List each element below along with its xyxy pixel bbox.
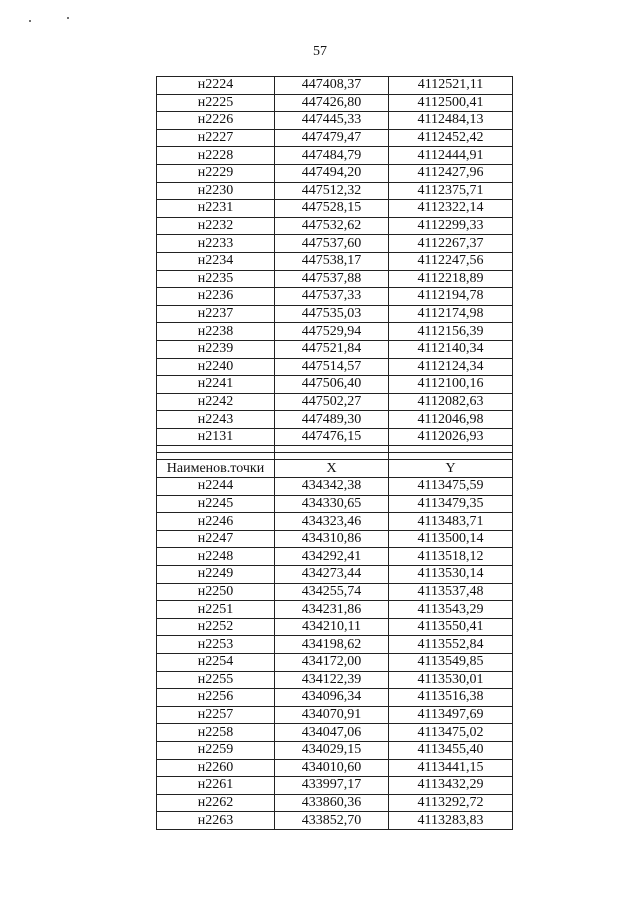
y-coordinate-cell: 4113518,12: [389, 548, 513, 566]
point-name-cell: н2255: [157, 671, 275, 689]
y-coordinate-cell: 4112082,63: [389, 393, 513, 411]
point-name-cell: н2234: [157, 252, 275, 270]
table-row: [157, 671, 513, 689]
x-coordinate-cell: 434231,86: [275, 601, 389, 619]
table-row: [157, 376, 513, 394]
x-coordinate-cell: 434342,38: [275, 478, 389, 496]
table-row: [157, 583, 513, 601]
x-coordinate-cell: 447535,03: [275, 305, 389, 323]
table-row: [157, 566, 513, 584]
point-name-cell: н2261: [157, 777, 275, 795]
table-row: [157, 147, 513, 165]
x-coordinate-cell: 434029,15: [275, 741, 389, 759]
x-coordinate-cell: 433852,70: [275, 812, 389, 830]
point-name-cell: н2237: [157, 305, 275, 323]
point-name-cell: н2242: [157, 393, 275, 411]
x-coordinate-cell: 447506,40: [275, 376, 389, 394]
empty-cell: [275, 446, 389, 453]
table-row: [157, 200, 513, 218]
point-name-cell: н2236: [157, 288, 275, 306]
table-row: [157, 428, 513, 446]
table-row: [157, 689, 513, 707]
y-coordinate-cell: 4112194,78: [389, 288, 513, 306]
point-name-cell: н2233: [157, 235, 275, 253]
x-coordinate-cell: 447521,84: [275, 340, 389, 358]
point-name-cell: н2260: [157, 759, 275, 777]
x-coordinate-cell: 447489,30: [275, 411, 389, 429]
point-name-cell: н2232: [157, 217, 275, 235]
point-name-cell: н2258: [157, 724, 275, 742]
table-row: [157, 77, 513, 95]
table-row: [157, 340, 513, 358]
y-coordinate-cell: 4112521,11: [389, 77, 513, 95]
x-coordinate-cell: 447537,88: [275, 270, 389, 288]
table-row: [157, 759, 513, 777]
y-coordinate-cell: 4113497,69: [389, 706, 513, 724]
table-row: [157, 618, 513, 636]
point-name-cell: н2226: [157, 112, 275, 130]
y-coordinate-cell: 4113537,48: [389, 583, 513, 601]
table-row: [157, 323, 513, 341]
table-row: [157, 794, 513, 812]
y-coordinate-cell: 4112427,96: [389, 164, 513, 182]
empty-cell: [389, 453, 513, 460]
table-row: [157, 812, 513, 830]
point-name-cell: н2224: [157, 77, 275, 95]
point-name-cell: н2235: [157, 270, 275, 288]
point-name-cell: н2262: [157, 794, 275, 812]
y-coordinate-cell: 4113432,29: [389, 777, 513, 795]
x-coordinate-cell: 434255,74: [275, 583, 389, 601]
empty-cell: [389, 446, 513, 453]
y-coordinate-cell: 4112046,98: [389, 411, 513, 429]
point-name-cell: н2227: [157, 129, 275, 147]
x-coordinate-cell: 447537,33: [275, 288, 389, 306]
x-coordinate-cell: 447476,15: [275, 428, 389, 446]
table-row: [157, 94, 513, 112]
x-coordinate-cell: 434330,65: [275, 495, 389, 513]
point-name-cell: Наименов.точки: [157, 460, 275, 478]
table-row: [157, 636, 513, 654]
table-row: [157, 235, 513, 253]
table-row: [157, 513, 513, 531]
point-name-cell: н2250: [157, 583, 275, 601]
point-name-cell: н2257: [157, 706, 275, 724]
table-row: [157, 601, 513, 619]
y-coordinate-cell: 4112124,34: [389, 358, 513, 376]
point-name-cell: н2230: [157, 182, 275, 200]
x-coordinate-cell: 447514,57: [275, 358, 389, 376]
y-coordinate-cell: 4112247,56: [389, 252, 513, 270]
table-row: [157, 358, 513, 376]
x-coordinate-cell: 434172,00: [275, 654, 389, 672]
y-coordinate-cell: 4113475,02: [389, 724, 513, 742]
y-coordinate-cell: 4112452,42: [389, 129, 513, 147]
empty-cell: [157, 446, 275, 453]
table-row: [157, 217, 513, 235]
y-coordinate-cell: 4112299,33: [389, 217, 513, 235]
table-row: [157, 478, 513, 496]
y-coordinate-cell: 4112484,13: [389, 112, 513, 130]
y-coordinate-cell: 4113500,14: [389, 530, 513, 548]
x-coordinate-cell: 434273,44: [275, 566, 389, 584]
point-name-cell: н2231: [157, 200, 275, 218]
point-name-cell: н2241: [157, 376, 275, 394]
x-coordinate-cell: 447408,37: [275, 77, 389, 95]
y-coordinate-cell: 4113283,83: [389, 812, 513, 830]
point-name-cell: н2229: [157, 164, 275, 182]
table-row: [157, 270, 513, 288]
y-coordinate-cell: 4113543,29: [389, 601, 513, 619]
y-coordinate-cell: 4113516,38: [389, 689, 513, 707]
y-coordinate-cell: 4113292,72: [389, 794, 513, 812]
x-coordinate-cell: 434323,46: [275, 513, 389, 531]
spacer-row: [157, 446, 513, 453]
scan-speck: [67, 17, 69, 19]
x-coordinate-cell: 447537,60: [275, 235, 389, 253]
table-row: [157, 182, 513, 200]
point-name-cell: н2248: [157, 548, 275, 566]
point-name-cell: н2225: [157, 94, 275, 112]
point-name-cell: н2247: [157, 530, 275, 548]
point-name-cell: н2251: [157, 601, 275, 619]
table-row: [157, 548, 513, 566]
y-coordinate-cell: 4112140,34: [389, 340, 513, 358]
y-coordinate-cell: 4112500,41: [389, 94, 513, 112]
table-row: [157, 411, 513, 429]
table-row: [157, 706, 513, 724]
point-name-cell: н2228: [157, 147, 275, 165]
coordinates-table: [156, 76, 513, 830]
y-coordinate-cell: 4113530,01: [389, 671, 513, 689]
x-coordinate-cell: 447494,20: [275, 164, 389, 182]
x-coordinate-cell: 434292,41: [275, 548, 389, 566]
x-coordinate-cell: 434010,60: [275, 759, 389, 777]
y-coordinate-cell: 4112218,89: [389, 270, 513, 288]
table-row: [157, 129, 513, 147]
point-name-cell: н2254: [157, 654, 275, 672]
y-coordinate-cell: 4113483,71: [389, 513, 513, 531]
table-row: [157, 495, 513, 513]
y-coordinate-cell: 4113479,35: [389, 495, 513, 513]
y-coordinate-cell: 4113530,14: [389, 566, 513, 584]
point-name-cell: н2239: [157, 340, 275, 358]
point-name-cell: н2243: [157, 411, 275, 429]
y-coordinate-cell: 4113455,40: [389, 741, 513, 759]
y-coordinate-cell: 4112026,93: [389, 428, 513, 446]
table-header-row: [157, 460, 513, 478]
table-row: [157, 288, 513, 306]
x-coordinate-cell: 447512,32: [275, 182, 389, 200]
y-coordinate-cell: Y: [389, 460, 513, 478]
y-coordinate-cell: 4113475,59: [389, 478, 513, 496]
x-coordinate-cell: 434070,91: [275, 706, 389, 724]
point-name-cell: н2249: [157, 566, 275, 584]
x-coordinate-cell: 433860,36: [275, 794, 389, 812]
y-coordinate-cell: 4112322,14: [389, 200, 513, 218]
x-coordinate-cell: 447479,47: [275, 129, 389, 147]
x-coordinate-cell: 447484,79: [275, 147, 389, 165]
table-row: [157, 777, 513, 795]
x-coordinate-cell: 447502,27: [275, 393, 389, 411]
spacer-row: [157, 453, 513, 460]
table-row: [157, 305, 513, 323]
y-coordinate-cell: 4112267,37: [389, 235, 513, 253]
y-coordinate-cell: 4112174,98: [389, 305, 513, 323]
y-coordinate-cell: 4113549,85: [389, 654, 513, 672]
y-coordinate-cell: 4113550,41: [389, 618, 513, 636]
scan-speck: [29, 20, 31, 22]
point-name-cell: н2245: [157, 495, 275, 513]
x-coordinate-cell: 434310,86: [275, 530, 389, 548]
page-number: 57: [313, 44, 327, 59]
table-row: [157, 393, 513, 411]
point-name-cell: н2238: [157, 323, 275, 341]
y-coordinate-cell: 4113441,15: [389, 759, 513, 777]
table-row: [157, 112, 513, 130]
table-row: [157, 741, 513, 759]
x-coordinate-cell: 434047,06: [275, 724, 389, 742]
empty-cell: [275, 453, 389, 460]
table-row: [157, 724, 513, 742]
table-row: [157, 252, 513, 270]
x-coordinate-cell: 447426,80: [275, 94, 389, 112]
point-name-cell: н2252: [157, 618, 275, 636]
point-name-cell: н2259: [157, 741, 275, 759]
point-name-cell: н2244: [157, 478, 275, 496]
x-coordinate-cell: 434198,62: [275, 636, 389, 654]
x-coordinate-cell: 447528,15: [275, 200, 389, 218]
y-coordinate-cell: 4112375,71: [389, 182, 513, 200]
table-row: [157, 530, 513, 548]
x-coordinate-cell: 447538,17: [275, 252, 389, 270]
x-coordinate-cell: X: [275, 460, 389, 478]
x-coordinate-cell: 434096,34: [275, 689, 389, 707]
point-name-cell: н2240: [157, 358, 275, 376]
x-coordinate-cell: 434122,39: [275, 671, 389, 689]
x-coordinate-cell: 447532,62: [275, 217, 389, 235]
y-coordinate-cell: 4112156,39: [389, 323, 513, 341]
x-coordinate-cell: 433997,17: [275, 777, 389, 795]
table-row: [157, 654, 513, 672]
point-name-cell: н2246: [157, 513, 275, 531]
y-coordinate-cell: 4113552,84: [389, 636, 513, 654]
table-row: [157, 164, 513, 182]
x-coordinate-cell: 434210,11: [275, 618, 389, 636]
y-coordinate-cell: 4112444,91: [389, 147, 513, 165]
y-coordinate-cell: 4112100,16: [389, 376, 513, 394]
point-name-cell: н2256: [157, 689, 275, 707]
point-name-cell: н2253: [157, 636, 275, 654]
empty-cell: [157, 453, 275, 460]
point-name-cell: н2263: [157, 812, 275, 830]
x-coordinate-cell: 447445,33: [275, 112, 389, 130]
x-coordinate-cell: 447529,94: [275, 323, 389, 341]
point-name-cell: н2131: [157, 428, 275, 446]
